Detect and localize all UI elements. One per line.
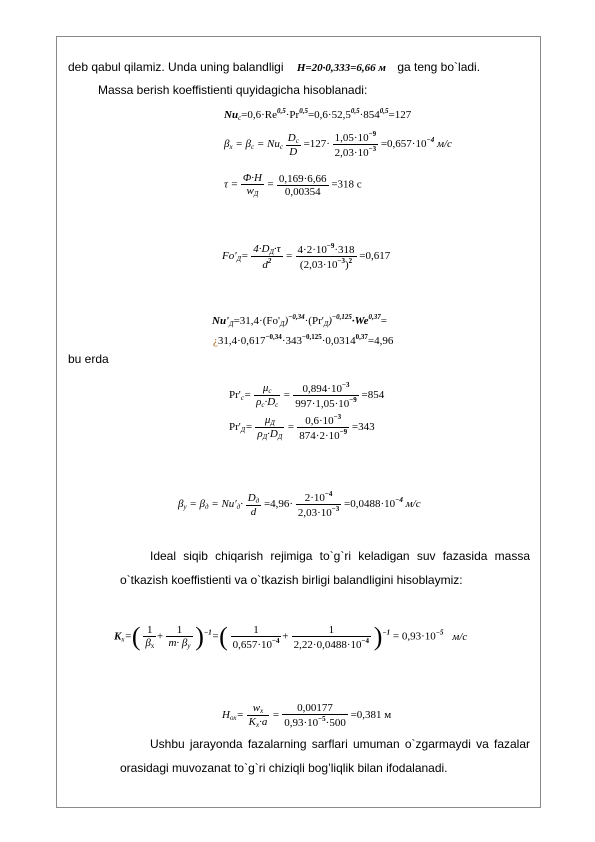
formula-nusselt-c: $Nu_c=0,6\cdot Re^{0,5}\cdot Pr^{0,5}=0,6\cdot 52,5^{0,5}\cdot 854^{0,5}=127$ bbox=[224, 107, 412, 122]
formula-tau: τ = $\frac{\Phi\cdot H}{w_Д}$ = $\frac{0,169\cdot 6,66}{0,00354}$ =318 с bbox=[224, 172, 362, 198]
formula-kx: $K_x=$( $\frac{1}{\beta_x}$ + $\frac{1}{m\cdot \beta_y}$ )$^{-1}$=( $\frac{1}{0,657\cdot 10^{-4}}$ + $\frac{1}{2,22\cdot 0,0488\cdot 10^{-4}}$ )$^{-1} = 0,93\cdot 10^{-5}$ м/с bbox=[114, 622, 468, 651]
formula-nusselt-d: $Nu'_Д=31,4\cdot(Fo'_Д)^{-0,34}\cdot(Pr'_Д)^{-0,125}\cdot We^{0,37}=$ bbox=[212, 313, 387, 328]
formula-fourier: $Fo'_Д=$ $\frac{4\cdot D_Д\cdot\tau}{d^2}$ = $\frac{4\cdot 2\cdot 10^{-9}\cdot 318}{(2,03\cdot 10^{-3})^2}$ =0,617 bbox=[222, 242, 391, 271]
formula-beta-y: $\beta_y = \beta_д = Nu'_д\cdot$ $\frac{D_д}{d}$ =4,96· $\frac{2\cdot 10^{-4}}{2,03\cdot 10^{-3}}$ $=0,0488\cdot 10^{-4}$ м/с bbox=[178, 490, 421, 519]
text-line-height bbox=[68, 60, 480, 74]
formula-nusselt-d-value: ¿$31,4\cdot 0,617^{-0,34}\cdot 343^{-0,125}\cdot 0,0314^{0,37}=4,96$ bbox=[213, 333, 394, 347]
paragraph-phase-flows: Ushbu jarayonda fazalarning sarflari umuman o`zgarmaydi va fazalar orasidagi muvozanat to`g`ri chiziqli bog’liqlik bilan ifodalanadi. bbox=[120, 737, 530, 775]
text-line-mass-transfer: Massa berish koeffistienti quyidagicha hisoblanadi: bbox=[98, 83, 368, 97]
line1-post: ga teng bo`ladi. bbox=[397, 60, 481, 74]
line1-pre: deb qabul qilamiz. Unda uning balandligi bbox=[68, 60, 284, 74]
paragraph-ideal-regime: Ideal siqib chiqarish rejimiga to`g`ri keladigan suv fazasida massa o`tkazish koeffistienti va o`tkazish birligi balandligini hisoblaymiz: bbox=[120, 549, 530, 587]
height-formula: H=20·0,333=6,66 м bbox=[296, 62, 386, 74]
formula-prandtl-d: $Pr'_Д=$ $\frac{\mu_Д}{\rho_Д\cdot D_Д}$ = $\frac{0,6\cdot 10^{-3}}{874\cdot 2\cdot 10^{-9}}$ =343 bbox=[229, 413, 375, 442]
formula-prandtl-c: $Pr'_c=$ $\frac{\mu_c}{\rho_c\cdot D_c}$ = $\frac{0,894\cdot 10^{-3}}{997\cdot 1,05\cdot 10^{-9}}$ =854 bbox=[229, 381, 385, 410]
bu-erda-label: bu erda bbox=[68, 352, 109, 366]
formula-beta-x: $\beta_x = \beta_c = Nu_c$ $\frac{D_c}{D}$ =127· $\frac{1,05\cdot 10^{-9}}{2,03\cdot 10^{-3}}$ $=0,657\cdot 10^{-4}$ м/с bbox=[224, 130, 452, 159]
formula-h-ox: $H_{ох}=$ $\frac{w_x}{K_x\cdot a}$ = $\frac{0,00177}{0,93\cdot 10^{-5}\cdot 500}$ =0,381 м bbox=[222, 702, 392, 729]
